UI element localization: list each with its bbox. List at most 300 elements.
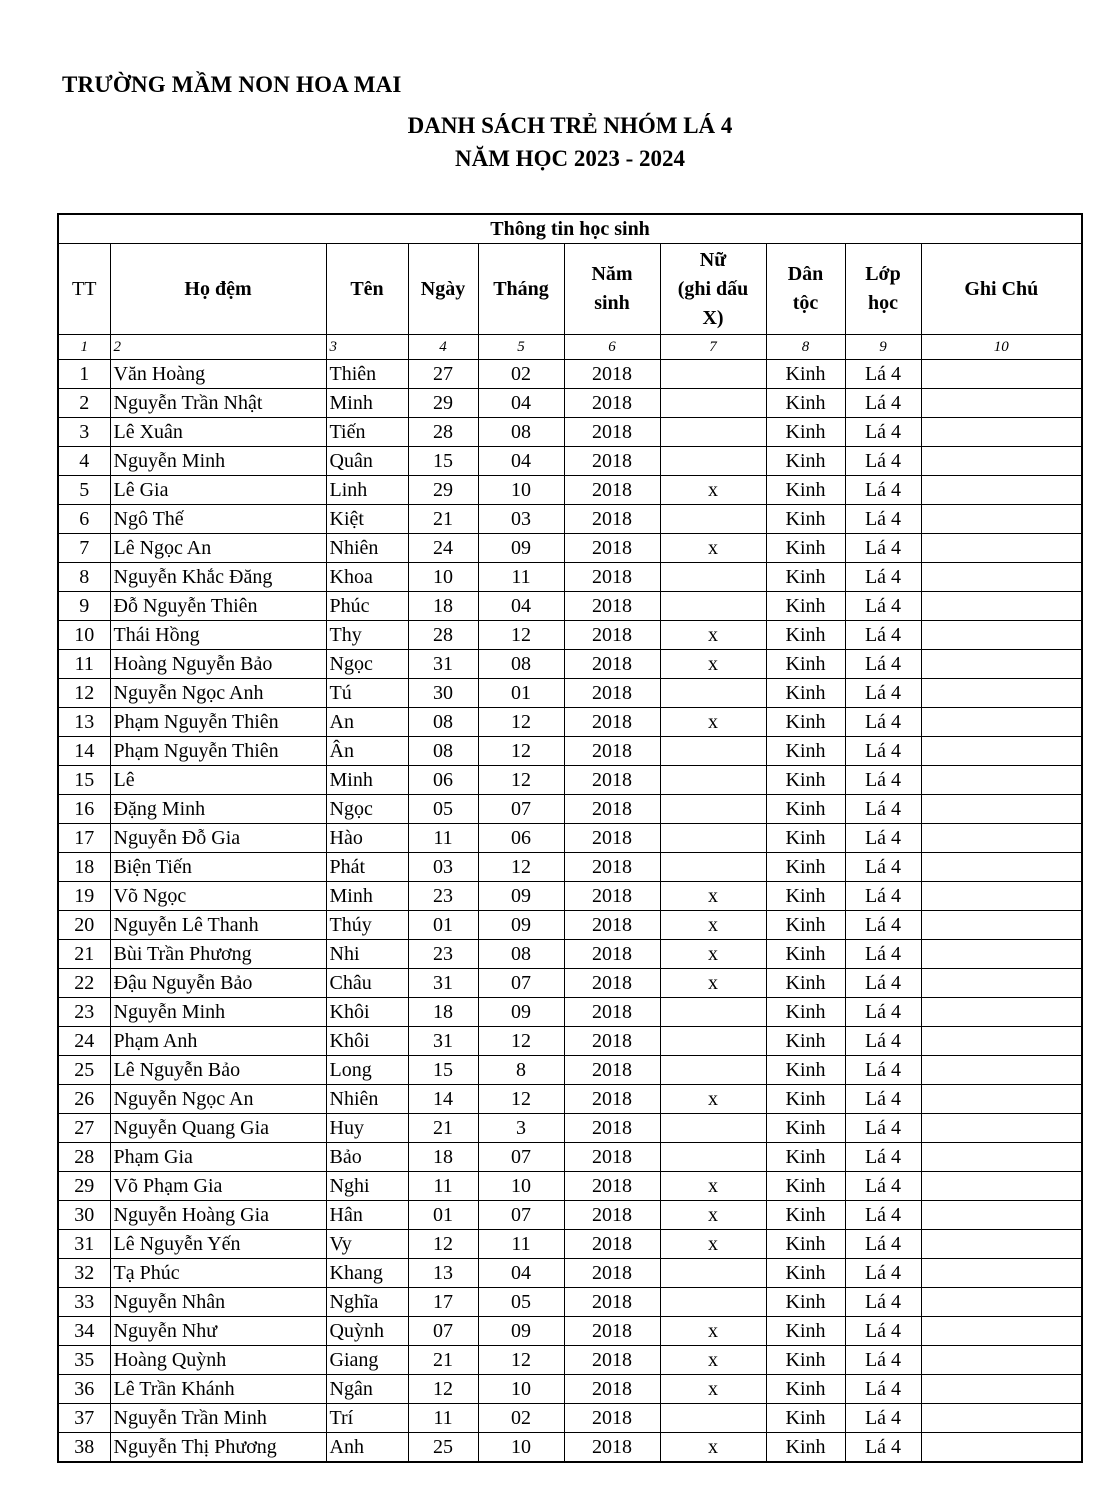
female-mark: x [660, 1172, 766, 1201]
student-middle-name: Hoàng Nguyễn Bảo [110, 650, 326, 679]
note [921, 418, 1082, 447]
birth-day: 21 [408, 1114, 478, 1143]
female-mark: x [660, 621, 766, 650]
note [921, 1230, 1082, 1259]
student-first-name: Hân [326, 1201, 408, 1230]
female-mark [660, 360, 766, 389]
ethnicity: Kinh [766, 1085, 845, 1114]
ethnicity: Kinh [766, 1433, 845, 1463]
birth-year: 2018 [564, 1317, 660, 1346]
col-header-ghi-chu: Ghi Chú [921, 244, 1082, 335]
birth-day: 23 [408, 882, 478, 911]
female-mark [660, 998, 766, 1027]
birth-year: 2018 [564, 882, 660, 911]
female-mark [660, 1056, 766, 1085]
table-row [58, 708, 1082, 737]
row-number: 34 [58, 1317, 110, 1346]
birth-year: 2018 [564, 650, 660, 679]
birth-day: 24 [408, 534, 478, 563]
ethnicity: Kinh [766, 1346, 845, 1375]
student-middle-name: Đặng Minh [110, 795, 326, 824]
col-header-nu [660, 244, 766, 335]
birth-month: 12 [478, 853, 564, 882]
table-row [58, 853, 1082, 882]
table-row [58, 1085, 1082, 1114]
table-row [58, 969, 1082, 998]
table-row [58, 766, 1082, 795]
ethnicity: Kinh [766, 853, 845, 882]
student-middle-name: Lê Ngọc An [110, 534, 326, 563]
note [921, 882, 1082, 911]
birth-day: 13 [408, 1259, 478, 1288]
birth-year: 2018 [564, 1288, 660, 1317]
student-middle-name: Phạm Anh [110, 1027, 326, 1056]
birth-month: 12 [478, 1346, 564, 1375]
ethnicity: Kinh [766, 679, 845, 708]
table-row [58, 940, 1082, 969]
table-row [58, 882, 1082, 911]
birth-month: 08 [478, 418, 564, 447]
female-mark: x [660, 1317, 766, 1346]
student-middle-name: Văn Hoàng [110, 360, 326, 389]
female-mark [660, 505, 766, 534]
ethnicity: Kinh [766, 418, 845, 447]
birth-month: 04 [478, 389, 564, 418]
birth-year: 2018 [564, 476, 660, 505]
row-number: 38 [58, 1433, 110, 1463]
student-first-name: Nghĩa [326, 1288, 408, 1317]
row-number: 25 [58, 1056, 110, 1085]
birth-year: 2018 [564, 592, 660, 621]
female-mark [660, 824, 766, 853]
female-mark [660, 766, 766, 795]
birth-year: 2018 [564, 940, 660, 969]
birth-month: 08 [478, 940, 564, 969]
birth-day: 28 [408, 621, 478, 650]
birth-year: 2018 [564, 998, 660, 1027]
birth-day: 31 [408, 650, 478, 679]
birth-day: 14 [408, 1085, 478, 1114]
row-number: 28 [58, 1143, 110, 1172]
student-first-name: Ngọc [326, 795, 408, 824]
col-header-thang: Tháng [478, 244, 564, 335]
col-header-nam-sinh [564, 244, 660, 335]
student-middle-name: Nguyễn Như [110, 1317, 326, 1346]
birth-day: 01 [408, 1201, 478, 1230]
row-number: 10 [58, 621, 110, 650]
row-number: 12 [58, 679, 110, 708]
birth-day: 11 [408, 1404, 478, 1433]
student-first-name: Huy [326, 1114, 408, 1143]
class-name: Lá 4 [845, 1027, 921, 1056]
birth-year: 2018 [564, 621, 660, 650]
birth-month: 05 [478, 1288, 564, 1317]
note [921, 795, 1082, 824]
student-first-name: Trí [326, 1404, 408, 1433]
student-first-name: Nghi [326, 1172, 408, 1201]
female-mark [660, 1027, 766, 1056]
note [921, 1346, 1082, 1375]
note [921, 998, 1082, 1027]
col-header-nam-sinh-line2: sinh [594, 292, 630, 314]
table-row [58, 447, 1082, 476]
note [921, 708, 1082, 737]
student-first-name: Khôi [326, 1027, 408, 1056]
note [921, 1027, 1082, 1056]
birth-year: 2018 [564, 795, 660, 824]
birth-month: 04 [478, 447, 564, 476]
ethnicity: Kinh [766, 824, 845, 853]
note [921, 1404, 1082, 1433]
birth-year: 2018 [564, 853, 660, 882]
birth-month: 12 [478, 708, 564, 737]
birth-year: 2018 [564, 1404, 660, 1433]
birth-day: 08 [408, 737, 478, 766]
birth-day: 11 [408, 1172, 478, 1201]
table-row [58, 563, 1082, 592]
birth-year: 2018 [564, 563, 660, 592]
note [921, 1317, 1082, 1346]
ethnicity: Kinh [766, 1317, 845, 1346]
student-middle-name: Phạm Gia [110, 1143, 326, 1172]
note [921, 1085, 1082, 1114]
ethnicity: Kinh [766, 1114, 845, 1143]
col-header-tt: TT [58, 244, 110, 335]
student-first-name: Linh [326, 476, 408, 505]
student-roster-table [57, 213, 1083, 1463]
birth-month: 09 [478, 534, 564, 563]
class-name: Lá 4 [845, 998, 921, 1027]
birth-month: 08 [478, 650, 564, 679]
birth-day: 05 [408, 795, 478, 824]
table-row [58, 621, 1082, 650]
ethnicity: Kinh [766, 1230, 845, 1259]
birth-month: 10 [478, 1375, 564, 1404]
ethnicity: Kinh [766, 1201, 845, 1230]
student-first-name: Anh [326, 1433, 408, 1463]
class-name: Lá 4 [845, 1230, 921, 1259]
student-first-name: Minh [326, 766, 408, 795]
row-number: 33 [58, 1288, 110, 1317]
ethnicity: Kinh [766, 911, 845, 940]
column-number: 8 [766, 335, 845, 360]
female-mark: x [660, 911, 766, 940]
student-first-name: Minh [326, 389, 408, 418]
student-first-name: Vy [326, 1230, 408, 1259]
school-year: NĂM HỌC 2023 - 2024 [455, 146, 685, 171]
student-middle-name: Nguyễn Minh [110, 447, 326, 476]
female-mark: x [660, 882, 766, 911]
birth-year: 2018 [564, 1259, 660, 1288]
class-name: Lá 4 [845, 1143, 921, 1172]
table-row [58, 360, 1082, 389]
note [921, 505, 1082, 534]
table-row [58, 1259, 1082, 1288]
class-name: Lá 4 [845, 534, 921, 563]
birth-month: 07 [478, 795, 564, 824]
female-mark [660, 1288, 766, 1317]
table-row [58, 998, 1082, 1027]
birth-year: 2018 [564, 1172, 660, 1201]
row-number: 22 [58, 969, 110, 998]
ethnicity: Kinh [766, 592, 845, 621]
student-middle-name: Võ Ngọc [110, 882, 326, 911]
column-number: 7 [660, 335, 766, 360]
table-row [58, 476, 1082, 505]
class-name: Lá 4 [845, 1114, 921, 1143]
student-middle-name: Nguyễn Trần Nhật [110, 389, 326, 418]
birth-year: 2018 [564, 708, 660, 737]
col-header-dan-toc-line1: Dân [787, 263, 824, 285]
class-name: Lá 4 [845, 505, 921, 534]
note [921, 1143, 1082, 1172]
female-mark: x [660, 476, 766, 505]
row-number: 7 [58, 534, 110, 563]
student-middle-name: Nguyễn Minh [110, 998, 326, 1027]
ethnicity: Kinh [766, 389, 845, 418]
col-header-lop-hoc-line1: Lớp [865, 263, 901, 285]
birth-month: 12 [478, 766, 564, 795]
birth-year: 2018 [564, 1346, 660, 1375]
birth-year: 2018 [564, 389, 660, 418]
class-name: Lá 4 [845, 853, 921, 882]
female-mark: x [660, 1375, 766, 1404]
student-first-name: Ngọc [326, 650, 408, 679]
student-middle-name: Lê Nguyễn Yến [110, 1230, 326, 1259]
birth-month: 03 [478, 505, 564, 534]
ethnicity: Kinh [766, 360, 845, 389]
birth-year: 2018 [564, 824, 660, 853]
female-mark: x [660, 1433, 766, 1463]
row-number: 27 [58, 1114, 110, 1143]
column-number: 6 [564, 335, 660, 360]
student-first-name: Nhiên [326, 534, 408, 563]
student-middle-name: Nguyễn Trần Minh [110, 1404, 326, 1433]
ethnicity: Kinh [766, 795, 845, 824]
female-mark [660, 853, 766, 882]
student-first-name: Khang [326, 1259, 408, 1288]
student-middle-name: Lê [110, 766, 326, 795]
row-number: 31 [58, 1230, 110, 1259]
student-middle-name: Võ Phạm Gia [110, 1172, 326, 1201]
birth-day: 17 [408, 1288, 478, 1317]
birth-day: 06 [408, 766, 478, 795]
female-mark [660, 1404, 766, 1433]
table-row [58, 534, 1082, 563]
row-number: 30 [58, 1201, 110, 1230]
row-number: 1 [58, 360, 110, 389]
ethnicity: Kinh [766, 1056, 845, 1085]
row-number: 11 [58, 650, 110, 679]
row-number: 13 [58, 708, 110, 737]
student-middle-name: Đỗ Nguyễn Thiên [110, 592, 326, 621]
note [921, 621, 1082, 650]
student-rows [58, 360, 1082, 1463]
ethnicity: Kinh [766, 621, 845, 650]
document-title: DANH SÁCH TRẺ NHÓM LÁ 4 [407, 113, 733, 138]
table-row [58, 911, 1082, 940]
female-mark: x [660, 1346, 766, 1375]
student-middle-name: Thái Hồng [110, 621, 326, 650]
birth-year: 2018 [564, 911, 660, 940]
female-mark [660, 1114, 766, 1143]
birth-month: 10 [478, 476, 564, 505]
student-first-name: Phát [326, 853, 408, 882]
birth-year: 2018 [564, 1085, 660, 1114]
class-name: Lá 4 [845, 1404, 921, 1433]
birth-day: 15 [408, 1056, 478, 1085]
class-name: Lá 4 [845, 1433, 921, 1463]
class-name: Lá 4 [845, 1259, 921, 1288]
birth-month: 10 [478, 1172, 564, 1201]
ethnicity: Kinh [766, 1375, 845, 1404]
note [921, 447, 1082, 476]
student-middle-name: Lê Xuân [110, 418, 326, 447]
birth-month: 01 [478, 679, 564, 708]
birth-year: 2018 [564, 360, 660, 389]
birth-month: 10 [478, 1433, 564, 1463]
table-row [58, 389, 1082, 418]
birth-day: 18 [408, 998, 478, 1027]
birth-month: 04 [478, 592, 564, 621]
student-first-name: Giang [326, 1346, 408, 1375]
table-row [58, 1346, 1082, 1375]
female-mark: x [660, 534, 766, 563]
student-middle-name: Lê Trần Khánh [110, 1375, 326, 1404]
table-row [58, 824, 1082, 853]
note [921, 824, 1082, 853]
class-name: Lá 4 [845, 737, 921, 766]
note [921, 1259, 1082, 1288]
note [921, 1288, 1082, 1317]
note [921, 766, 1082, 795]
female-mark [660, 592, 766, 621]
ethnicity: Kinh [766, 1288, 845, 1317]
birth-day: 07 [408, 1317, 478, 1346]
row-number: 3 [58, 418, 110, 447]
table-row [58, 1201, 1082, 1230]
class-name: Lá 4 [845, 1172, 921, 1201]
student-middle-name: Nguyễn Hoàng Gia [110, 1201, 326, 1230]
row-number: 29 [58, 1172, 110, 1201]
female-mark: x [660, 969, 766, 998]
col-header-dan-toc [766, 244, 845, 335]
birth-year: 2018 [564, 1143, 660, 1172]
school-name: TRƯỜNG MẦM NON HOA MAI [62, 72, 402, 97]
birth-month: 3 [478, 1114, 564, 1143]
birth-month: 02 [478, 1404, 564, 1433]
birth-month: 09 [478, 998, 564, 1027]
row-number: 18 [58, 853, 110, 882]
birth-day: 31 [408, 1027, 478, 1056]
birth-day: 01 [408, 911, 478, 940]
col-header-nu-line2: (ghi dấu [677, 277, 749, 300]
class-name: Lá 4 [845, 563, 921, 592]
row-number: 15 [58, 766, 110, 795]
row-number: 2 [58, 389, 110, 418]
female-mark [660, 447, 766, 476]
birth-year: 2018 [564, 1230, 660, 1259]
column-header-row [58, 244, 1082, 335]
table-row [58, 1172, 1082, 1201]
table-row [58, 592, 1082, 621]
birth-day: 18 [408, 1143, 478, 1172]
birth-month: 09 [478, 911, 564, 940]
row-number: 23 [58, 998, 110, 1027]
class-name: Lá 4 [845, 1346, 921, 1375]
female-mark [660, 418, 766, 447]
birth-day: 27 [408, 360, 478, 389]
student-middle-name: Phạm Nguyễn Thiên [110, 708, 326, 737]
class-name: Lá 4 [845, 476, 921, 505]
ethnicity: Kinh [766, 969, 845, 998]
ethnicity: Kinh [766, 1143, 845, 1172]
birth-day: 15 [408, 447, 478, 476]
ethnicity: Kinh [766, 650, 845, 679]
ethnicity: Kinh [766, 882, 845, 911]
note [921, 1172, 1082, 1201]
birth-month: 09 [478, 882, 564, 911]
student-middle-name: Ngô Thế [110, 505, 326, 534]
note [921, 476, 1082, 505]
female-mark [660, 795, 766, 824]
col-header-ten: Tên [326, 244, 408, 335]
note [921, 592, 1082, 621]
note [921, 534, 1082, 563]
female-mark [660, 563, 766, 592]
birth-month: 09 [478, 1317, 564, 1346]
birth-year: 2018 [564, 447, 660, 476]
student-first-name: Thúy [326, 911, 408, 940]
student-first-name: Quỳnh [326, 1317, 408, 1346]
table-row [58, 505, 1082, 534]
class-name: Lá 4 [845, 824, 921, 853]
row-number: 5 [58, 476, 110, 505]
birth-day: 08 [408, 708, 478, 737]
table-row [58, 1027, 1082, 1056]
birth-year: 2018 [564, 1056, 660, 1085]
class-name: Lá 4 [845, 766, 921, 795]
class-name: Lá 4 [845, 1201, 921, 1230]
female-mark: x [660, 708, 766, 737]
ethnicity: Kinh [766, 766, 845, 795]
ethnicity: Kinh [766, 708, 845, 737]
row-number: 26 [58, 1085, 110, 1114]
row-number: 20 [58, 911, 110, 940]
student-middle-name: Nguyễn Quang Gia [110, 1114, 326, 1143]
student-first-name: Ngân [326, 1375, 408, 1404]
row-number: 9 [58, 592, 110, 621]
class-name: Lá 4 [845, 1317, 921, 1346]
class-name: Lá 4 [845, 418, 921, 447]
row-number: 35 [58, 1346, 110, 1375]
birth-day: 31 [408, 969, 478, 998]
note [921, 969, 1082, 998]
birth-year: 2018 [564, 679, 660, 708]
table-row [58, 1433, 1082, 1463]
student-first-name: Nhi [326, 940, 408, 969]
class-name: Lá 4 [845, 389, 921, 418]
student-first-name: Quân [326, 447, 408, 476]
class-name: Lá 4 [845, 1375, 921, 1404]
col-header-nu-line3: X) [702, 306, 724, 329]
birth-day: 21 [408, 505, 478, 534]
class-name: Lá 4 [845, 940, 921, 969]
note [921, 1201, 1082, 1230]
student-middle-name: Biện Tiến [110, 853, 326, 882]
birth-day: 11 [408, 824, 478, 853]
birth-year: 2018 [564, 1375, 660, 1404]
